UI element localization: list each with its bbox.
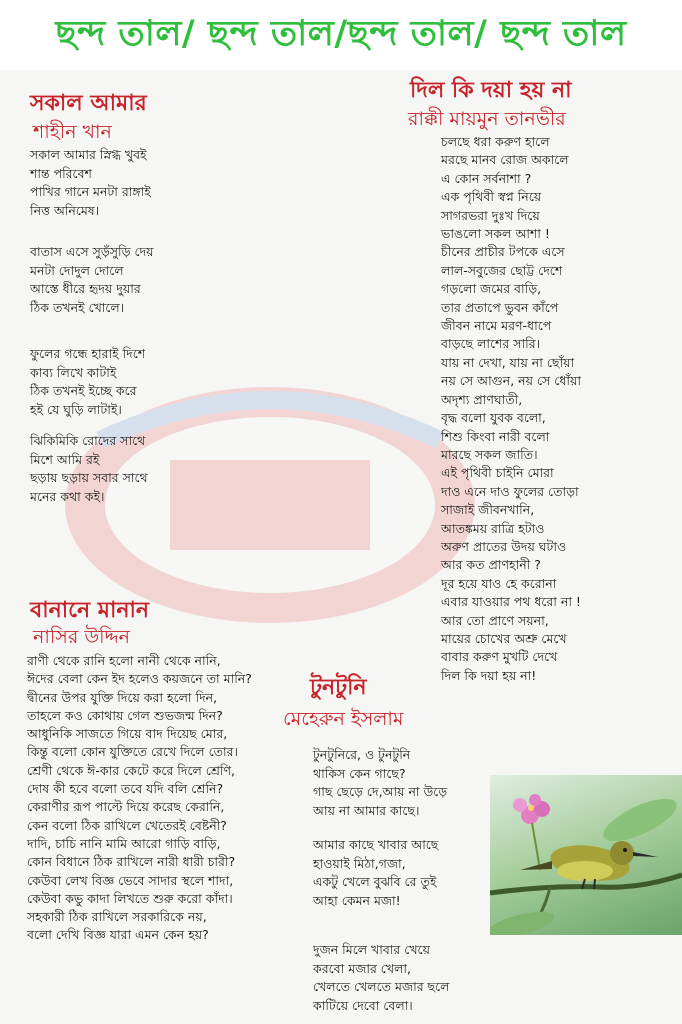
poem-line: ফুলের গন্ধে হারাই দিশে bbox=[30, 346, 146, 361]
header bbox=[0, 0, 682, 70]
poem-line: রাণী থেকে রানি হলো নানী থেকে নানি, bbox=[27, 653, 221, 668]
poem-line: দূর হয়ে যাও হে করোনা bbox=[441, 575, 557, 591]
poem-line: জীবন নামে মরণ-ধাপে bbox=[441, 318, 552, 334]
poem-line: কেরাণীর রূপ পাল্টে দিয়ে করেছ কেরানি, bbox=[27, 799, 225, 815]
poem-body-banane bbox=[27, 652, 252, 945]
poem-line: সহকারী ঠিক রাখিলে সরকারিকে নয়, bbox=[27, 909, 207, 925]
poem-line: এই পৃথিবী চাইনি মোরা bbox=[441, 465, 554, 481]
stanza bbox=[313, 836, 438, 910]
poem-line: তাহলে কও কোথায় গেল শুভজন্ম দিন? bbox=[27, 707, 223, 723]
poem-line: মনটা দোদুল দোলে bbox=[30, 262, 124, 278]
poem-line: কোন বিধানে ঠিক রাখিলে নারী ধারী চারী? bbox=[27, 854, 236, 870]
poem-line: আস্তে ধীরে হৃদয় দুয়ার bbox=[30, 281, 141, 297]
poem-line: নয় সে আগুন, নয় সে ধোঁয়া bbox=[441, 373, 581, 389]
poem-line: এক পৃথিবী স্বপ্ন নিয়ে bbox=[441, 189, 542, 205]
poem-line: কিন্তু বলো কোন যুক্তিতে রেখে দিলে তোর। bbox=[27, 744, 238, 760]
poem-line: অরুণ প্রাতের উদয় ঘটাও bbox=[441, 538, 567, 554]
poem-line: চীনের প্রাচীর টপকে এসে bbox=[441, 244, 565, 260]
poem-line: দাদি, চাচি নানি মামি আরো গাড়ি বাড়ি, bbox=[27, 835, 221, 851]
stanza bbox=[313, 941, 449, 1015]
poem-line: বলো দেখি বিজ্ঞ যারা এমন কেন হয়? bbox=[27, 927, 209, 943]
poem-title-sokal: সকাল আমার bbox=[30, 91, 147, 116]
poem-line: খেলতে খেলতে মজার ছলে bbox=[313, 979, 450, 995]
poem-line: ঠিক তখনই খোলে। bbox=[30, 299, 125, 315]
stanza bbox=[30, 146, 151, 220]
poem-line: আধুনিকি সাজতে গিয়ে বাদ দিয়েছ মোর, bbox=[27, 726, 228, 742]
poem-line: ছড়ায় ছড়ায় সবার সাথে bbox=[30, 470, 148, 486]
bird-illustration bbox=[490, 775, 682, 935]
poem-line: ভাঙলো সকল আশা ! bbox=[441, 226, 550, 242]
stanza bbox=[313, 746, 447, 820]
poem-line: মায়ের চোখের অশ্রু মেখে bbox=[441, 630, 567, 646]
stanza bbox=[30, 243, 154, 317]
poem-line: আমার কাছে খাবার আছে bbox=[313, 837, 439, 852]
poem-body-dil bbox=[441, 133, 581, 685]
poem-line: দাও এনে দাও ফুলের তোড়া bbox=[441, 483, 579, 499]
poem-line: গাছ ছেড়ে দে,আয় না উড়ে bbox=[313, 784, 448, 800]
poem-line: আতঙ্কময় রাত্রি হটাও bbox=[441, 520, 545, 536]
poem-author-dil: রাক্কী মায়মুন তানভীর bbox=[408, 108, 566, 130]
poem-line: আহা কেমন মজা! bbox=[313, 892, 401, 908]
poem-author-tuntuni: মেহেরুন ইসলাম bbox=[283, 708, 404, 730]
page-title: ছন্দ তাল/ ছন্দ তাল/ছন্দ তাল/ ছন্দ তাল bbox=[55, 13, 627, 54]
poem-line: করবো মজার খেলা, bbox=[313, 960, 411, 976]
poem-line: সাগরভরা দুঃখ দিয়ে bbox=[441, 207, 540, 223]
poem-line: আর কত প্রাণহানী ? bbox=[441, 557, 541, 573]
poem-line: বাবার করুণ মুখটি দেখে bbox=[441, 649, 558, 665]
poem-line: কেন বলো ঠিক রাখিলে খেতেরই বেষ্টনী? bbox=[27, 817, 227, 833]
poem-line: বাড়ছে লাশের সারি। bbox=[441, 336, 541, 352]
poem-line: শ্রেণী থেকে ঈ-কার কেটে করে দিলে শ্রেণি, bbox=[27, 762, 236, 778]
poem-line: মনের কথা কই। bbox=[30, 488, 105, 504]
poem-title-dil: দিল কি দয়া হয় না bbox=[410, 78, 572, 103]
poem-line: হই যে ঘুড়ি লাটাই। bbox=[30, 401, 122, 417]
poem-line: এ কোন সর্বনাশা ? bbox=[441, 170, 532, 186]
poem-line: দোষ কী হবে বলো তবে যদি বলি শ্রেনি? bbox=[27, 781, 224, 797]
poem-line: ঠিক তখনই ইচ্ছে করে bbox=[30, 383, 137, 399]
poem-title-banane: বানানে মানান bbox=[30, 598, 150, 623]
poem-line: শান্ত পরিবেশ bbox=[30, 165, 92, 181]
poem-author-banane: নাসির উদ্দিন bbox=[33, 626, 130, 648]
poem-line: মারছে সকল জাতি। bbox=[441, 446, 538, 462]
bird-photo bbox=[490, 775, 682, 935]
poem-line: শিশু কিংবা নারী বলো bbox=[441, 428, 550, 444]
stanza bbox=[30, 432, 148, 506]
poem-line: হাওয়াই মিঠা,গজা, bbox=[313, 855, 406, 871]
poem-line: আয় না আমার কাছে। bbox=[313, 802, 420, 818]
poem-line: কাটিয়ে দেবো বেলা। bbox=[313, 997, 413, 1013]
poem-line: দ্বীনের উপর যুক্তি দিয়ে করা হলো দিন, bbox=[27, 689, 218, 705]
poem-line: ঝিকিমিকি রোদের সাথে bbox=[30, 433, 146, 448]
poem-line: দিল কি দয়া হয় না! bbox=[441, 667, 537, 683]
poem-line: কেউবা লেখ বিজ্ঞ ভেবে সাদার স্থলে শাদা, bbox=[27, 872, 234, 888]
poem-line: এবার যাওয়ার পথ ধরো না ! bbox=[441, 594, 581, 610]
poem-line: সকাল আমার স্নিগ্ধ খুবই bbox=[30, 147, 147, 162]
poem-line: গড়লো জমের বাড়ি, bbox=[441, 281, 542, 297]
poem-line: মিশে আমি রই bbox=[30, 451, 100, 467]
poem-line: একটু খেলে বুঝবি রে তুই bbox=[313, 874, 437, 890]
poem-line: নিত্ত অনিমেষ। bbox=[30, 202, 100, 218]
poem-line: ঈদের বেলা কেন ইদ হলেও কয়জনে তা মানি? bbox=[27, 671, 252, 687]
poem-line: তার প্রতাপে ভুবন কাঁপে bbox=[441, 299, 559, 315]
poem-line: বৃদ্ধ বলো যুবক বলো, bbox=[441, 410, 546, 426]
poem-title-tuntuni: টুনটুনি bbox=[310, 675, 367, 700]
poem-line: অদৃশ্য প্রাণঘাতী, bbox=[441, 391, 523, 407]
poem-line: আর তো প্রাণে সয়না, bbox=[441, 612, 549, 628]
poem-line: লাল-সবুজের ছোট্ট দেশে bbox=[441, 262, 563, 278]
poem-line: থাকিস কেন গাছে? bbox=[313, 765, 406, 781]
poem-line: যায় না দেখা, যায় না ছোঁয়া bbox=[441, 354, 575, 370]
poem-line: চলছে ধরা করুণ হালে bbox=[441, 134, 550, 149]
poem-line: মরছে মানব রোজ অকালে bbox=[441, 152, 569, 168]
poem-line: বাতাস এসে সুড়ঁসুড়ি দেয় bbox=[30, 244, 154, 259]
poem-line: দুজন মিলে খাবার খেয়ে bbox=[313, 942, 430, 957]
poem-line: কাব্য লিখে কাটাই bbox=[30, 364, 117, 380]
stanza bbox=[30, 345, 145, 419]
poem-line: টুনটুনিরে, ও টুনটুনি bbox=[313, 747, 411, 762]
poem-line: সাজাই জীবনখানি, bbox=[441, 502, 535, 518]
poem-line: কেউবা কভু কাদা লিখতে শুরু করো কাঁদা। bbox=[27, 890, 233, 906]
poem-line: পাখির গানে মনটা রাঙ্গাই bbox=[30, 184, 151, 200]
poem-author-sokal: শাহীন খান bbox=[33, 121, 112, 143]
